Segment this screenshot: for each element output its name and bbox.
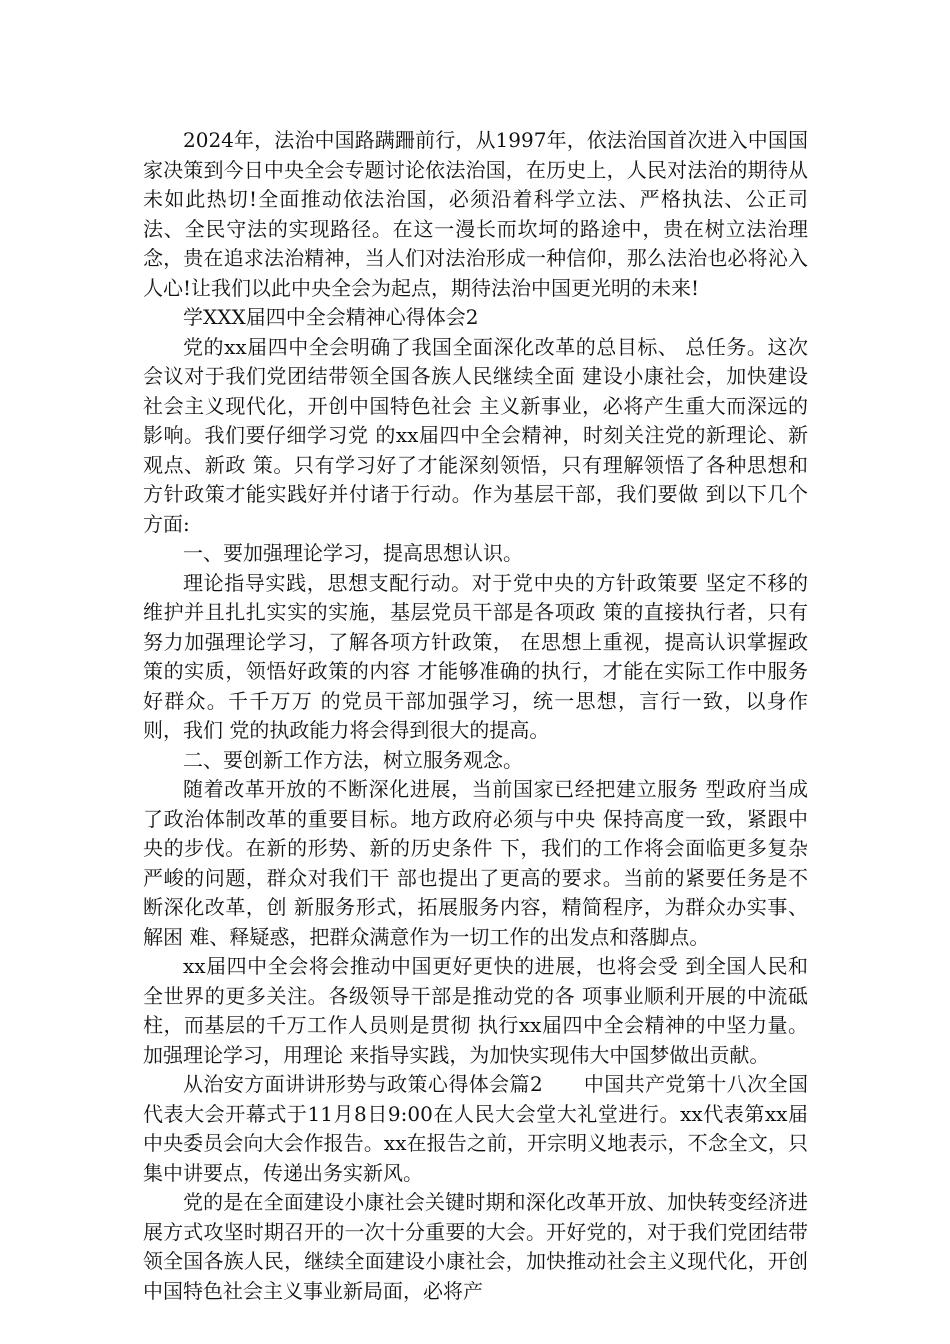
- paragraph-plenum-goals: 党的xx届四中全会明确了我国全面深化改革的总目标、 总任务。这次会议对于我们党团结带领全国各族人民继续全面 建设小康社会，加快建设社会主义现代化，开创中国特色社会 主义新事业，必将产生重大而深远的影响。我们要仔细学习党 的xx届四中全会精神，时刻关注党的新理论、新观点、新政 策。只有学习好了才能深刻领悟，只有理解领悟了各种思想和 方针政策才能实践好并付诸于行动。作为基层干部，我们要做 到以下几个方面:: [143, 334, 808, 536]
- section-heading-fourth-plenum-2: 学XXX届四中全会精神心得体会2: [183, 305, 479, 329]
- paragraph-plenum-impact: xx届四中全会将会推动中国更好更快的进展，也将会受 到全国人民和全世界的更多关注。各级领导干部是推动党的各 项事业顺利开展的中流砥柱，而基层的千万工作人员则是贯彻 执行xx届四中全会精神的中坚力量。加强理论学习，用理论 来指导实践，为加快实现伟大中国梦做出贡献。: [143, 954, 808, 1067]
- paragraph-public-security-report: 从治安方面讲讲形势与政策心得体会篇2 中国共产党第十八次全国代表大会开幕式于11月8日9:00在人民大会堂大礼堂进行。xx代表第xx届中央委员会向大会作报告。xx在报告之前，开宗明义地表示，不念全文，只集中讲要点，传递出务实新风。: [143, 1072, 808, 1185]
- paragraph-rule-of-law: 2024年，法治中国路蹒跚前行，从1997年，依法治国首次进入中国国家决策到今日中央全会专题讨论依法治国，在历史上，人民对法治的期待从未如此热切!全面推动依法治国，必须沿着科学立法、严格执法、公正司法、全民守法的实现路径。在这一漫长而坎坷的路途中，贵在树立法治理念，贵在追求法治精神，当人们对法治形成一种信仰，那么法治也必将沁入人心!让我们以此中央全会为起点，期待法治中国更光明的未来!: [143, 128, 808, 300]
- point-one-heading: 一、要加强理论学习，提高思想认识。: [183, 541, 523, 565]
- point-two-heading: 二、要创新工作方法，树立服务观念。: [183, 747, 523, 772]
- paragraph-party-congress: 党的是在全面建设小康社会关键时期和深化改革开放、加快转变经济进展方式攻坚时期召开的一次十分重要的大会。开好党的，对于我们党团结带领全国各族人民，继续全面建设小康社会，加快推动社会主义现代化，开创中国特色社会主义事业新局面，必将产: [143, 1190, 808, 1303]
- paragraph-theory-guides-practice: 理论指导实践，思想支配行动。对于党中央的方针政策要 坚定不移的维护并且扎扎实实的实施，基层党员干部是各项政 策的直接执行者，只有努力加强理论学习，了解各项方针政策， 在思想上重视，提高认识掌握政策的实质，领悟好政策的内容 才能够准确的执行，才能在实际工作中服务好群众。千千万万 的党员干部加强学习，统一思想，言行一致，以身作则，我们 党的执政能力将会得到很大的提高。: [143, 570, 808, 742]
- document-body: [143, 126, 808, 1306]
- paragraph-service-government: 随着改革开放的不断深化进展，当前国家已经把建立服务 型政府当成了政治体制改革的重要目标。地方政府必须与中央 保持高度一致，紧跟中央的步伐。在新的形势、新的历史条件 下，我们的工作将会面临更多复杂严峻的问题，群众对我们干 部也提出了更高的要求。当前的紧要任务是不断深化改革，创 新服务形式，拓展服务内容，精简程序，为群众办实事、解困 难、释疑惑，把群众满意作为一切工作的出发点和落脚点。: [143, 777, 808, 949]
